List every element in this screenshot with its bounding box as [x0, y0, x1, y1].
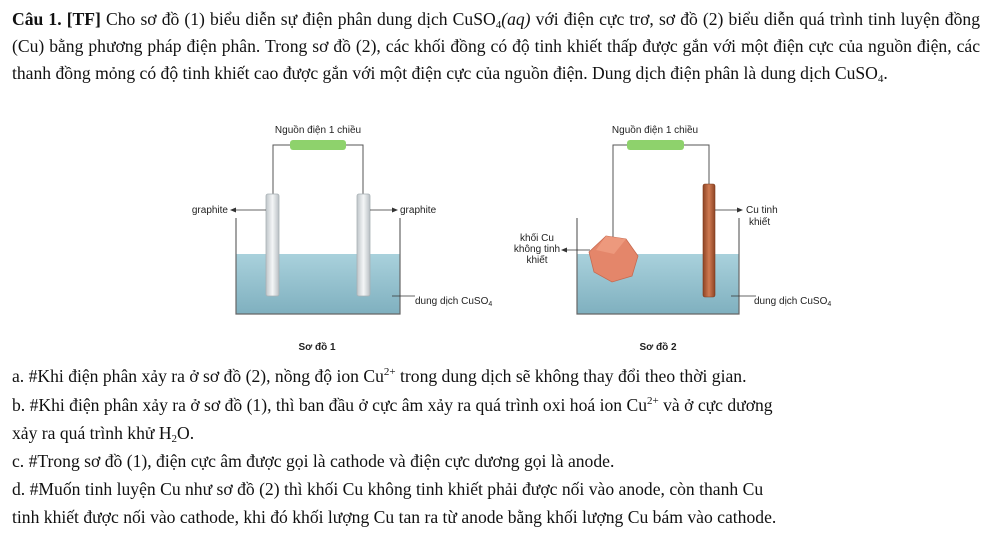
stem-text-2: với điện cực trơ, sơ đồ (2) biểu diễn quá trình tinh luyện đồng (Cu) bằng phương pháp điện phân. Trong sơ đồ (2), các khối đồng có độ tinh khiết thấp được gắn với một điện cực của nguồn điện, các thanh đồng mỏng có độ tinh khiết cao được gắn với một điện cực của nguồn điện. Dung dịch điện phân là dung dịch CuSO	[12, 9, 980, 83]
solution-label-2: dung dịch CuSO$_4$	[754, 296, 832, 308]
right-electrode-label: graphite	[400, 205, 437, 216]
statement-c-text: c. #Trong sơ đồ (1), điện cực âm được gọi là cathode và điện cực dương gọi là anode.	[12, 451, 615, 471]
graphite-electrode-right	[357, 194, 370, 296]
statement-a	[12, 363, 747, 390]
statement-a-sup: 2+	[383, 366, 396, 378]
stem-subscript-2: 4	[877, 73, 884, 85]
stem-italic: (aq)	[501, 9, 531, 29]
diagram-1	[192, 124, 493, 353]
caption-diagram-2: Sơ đồ 2	[639, 342, 677, 353]
statement-b-sup: 2+	[647, 395, 659, 407]
impure-cu-label-line1: khối Cu	[520, 233, 554, 244]
electrolysis-figure	[0, 118, 993, 360]
stem-text-1: Cho sơ đồ (1) biểu diễn sự điện phân dung dịch CuSO	[100, 9, 496, 29]
question-stem	[12, 6, 980, 87]
statement-b-text-2: và ở cực dương	[658, 395, 773, 415]
question-tag: [TF]	[66, 9, 101, 29]
statement-b-text-3: xảy ra quá trình khử H	[12, 423, 172, 443]
statement-b-sub: 2	[171, 433, 178, 445]
pure-cu-label-line2: khiết	[749, 217, 771, 228]
impure-cu-label-line2: không tinh	[513, 244, 561, 255]
power-source-label-2: Nguồn điện 1 chiều	[611, 125, 699, 136]
statement-b-text-4: O.	[177, 423, 195, 443]
left-electrode-label: graphite	[191, 205, 228, 216]
question-number: Câu 1.	[12, 9, 62, 29]
wire-right-2	[684, 145, 709, 186]
graphite-electrode-left	[266, 194, 279, 296]
statement-b-line1	[12, 392, 773, 419]
power-source-2	[627, 140, 684, 150]
stem-subscript: 4	[495, 19, 502, 31]
solution-label-1: dung dịch CuSO$_4$	[415, 296, 493, 308]
statement-d-text: d. #Muốn tinh luyện Cu như sơ đồ (2) thì khối Cu không tinh khiết phải được nối vào anode, còn thanh Cu	[12, 479, 764, 499]
diagram-2	[514, 124, 831, 353]
statement-b-text: b. #Khi điện phân xảy ra ở sơ đồ (1), thì ban đầu ở cực âm xảy ra quá trình oxi hoá ion Cu	[12, 395, 647, 415]
statement-c	[12, 448, 614, 475]
statement-d-line1	[12, 476, 763, 503]
stem-end: .	[883, 63, 888, 83]
caption-diagram-1: Sơ đồ 1	[298, 342, 336, 353]
statement-a-text-2: trong dung dịch sẽ không thay đổi theo thời gian.	[395, 366, 747, 386]
statement-d-text-2: tinh khiết được nối vào cathode, khi đó khối lượng Cu tan ra từ anode bằng khối lượng Cu bám vào cathode.	[12, 507, 777, 527]
wire-left-2	[613, 145, 627, 238]
pure-copper-bar	[703, 184, 715, 297]
impure-cu-label-line3: khiết	[526, 255, 548, 266]
statement-b-line2	[12, 420, 194, 447]
power-source-1	[290, 140, 346, 150]
pure-cu-label-line1: Cu tinh	[746, 205, 778, 216]
wire-right-1	[346, 145, 363, 196]
wire-left-1	[273, 145, 290, 196]
statement-a-text: a. #Khi điện phân xảy ra ở sơ đồ (2), nồng độ ion Cu	[12, 366, 384, 386]
solution-1	[236, 254, 400, 314]
statement-d-line2	[12, 504, 776, 531]
power-source-label-1: Nguồn điện 1 chiều	[274, 125, 362, 136]
